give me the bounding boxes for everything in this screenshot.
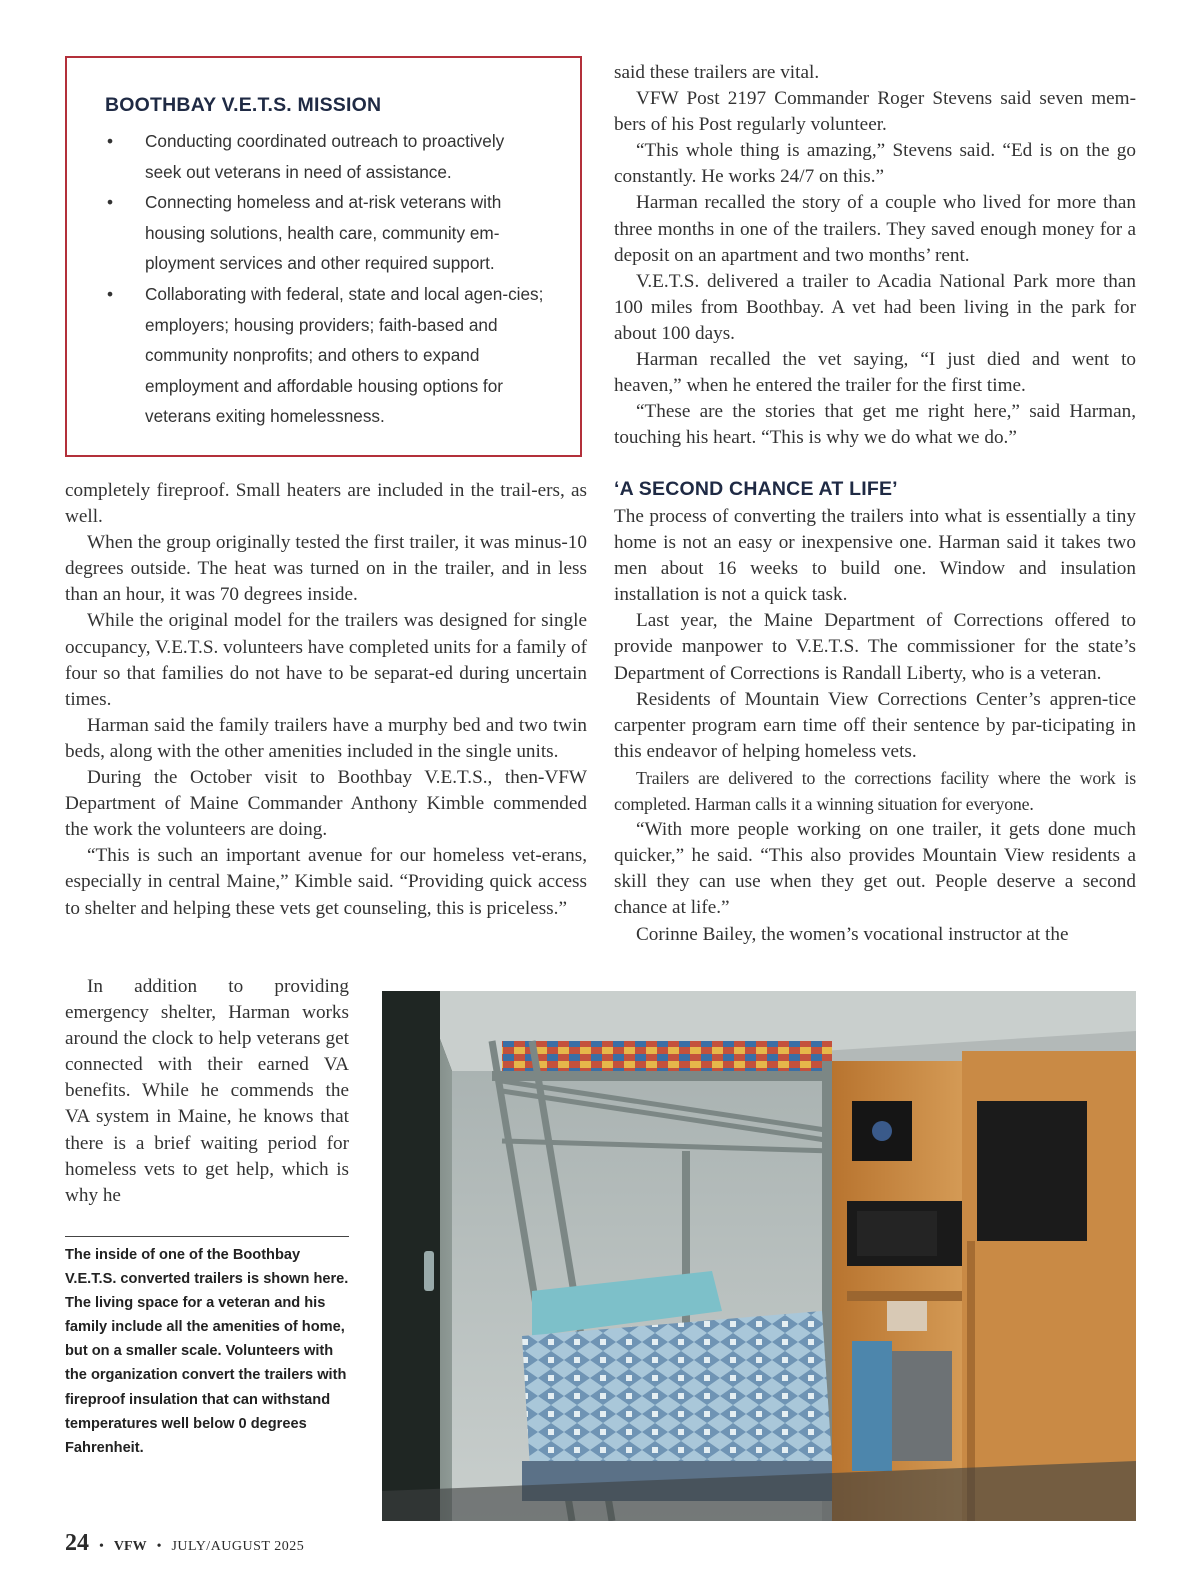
mission-list bbox=[105, 126, 545, 432]
issue-date: JULY/AUGUST 2025 bbox=[171, 1539, 305, 1554]
photo-caption: The inside of one of the Boothbay V.E.T.S. converted trailers is shown here. The living space for a veteran and his family include all the amenities of home, but on a smaller scale. Volunteers with the organization convert the trailers with fireproof insulation that can withstand temperatures well below 0 degrees Fahrenheit. bbox=[65, 1247, 349, 1456]
body-paragraph: Harman recalled the vet saying, “I just died and went to heaven,” when he entered the trailer for the first time. bbox=[614, 349, 1136, 397]
body-paragraph: While the original model for the trailers was designed for single occupancy, V.E.T.S. volunteers have completed units for a family of four so that families do not have to be separat-ed during uncertain times. bbox=[65, 610, 588, 710]
mission-item: • Conducting coordinated outreach to proactively seek out veterans in need of assistance. bbox=[105, 126, 545, 187]
mission-title: BOOTHBAY V.E.T.S. MISSION bbox=[105, 94, 382, 116]
body-paragraph: VFW Post 2197 Commander Roger Stevens said seven mem-bers of his Post regularly volunteer. bbox=[614, 88, 1136, 136]
separator-dot: • bbox=[156, 1539, 162, 1554]
body-paragraph: said these trailers are vital. bbox=[614, 62, 820, 83]
body-paragraph: “These are the stories that get me right here,” said Harman, touching his heart. “This is why we do what we do.” bbox=[614, 401, 1136, 449]
left-column bbox=[65, 478, 587, 922]
page-footer bbox=[65, 1530, 304, 1557]
body-paragraph: “With more people working on one trailer, it gets done much quicker,” he said. “This also provides Mountain View residents a skill they can use when they get out. People deserve a second chance at life.” bbox=[614, 819, 1136, 919]
bullet-icon: • bbox=[107, 192, 114, 213]
body-paragraph: Corinne Bailey, the women’s vocational instructor at the bbox=[636, 923, 1069, 945]
body-paragraph: V.E.T.S. delivered a trailer to Acadia National Park more than 100 miles from Boothbay. A vet had been living in the park for about 100 days. bbox=[614, 270, 1136, 344]
right-column-bottom bbox=[614, 504, 1136, 948]
right-column-top bbox=[614, 60, 1136, 451]
mission-item: • Connecting homeless and at-risk veterans with housing solutions, health care, community em-ployment services and other required support. bbox=[105, 187, 545, 279]
trailer-interior-photo bbox=[382, 991, 1136, 1521]
body-paragraph: The process of converting the trailers into what is essentially a tiny home is not an easy or inexpensive one. Harman said it takes two men about 16 weeks to build one. Window and insulation installation is not a quick task. bbox=[614, 506, 1136, 606]
mission-sidebar-box bbox=[65, 56, 582, 457]
mission-item: • Collaborating with federal, state and local agen-cies; employers; housing providers; faith-based and community nonprofits; and others to expand employment and affordable housing options for veterans exiting homelessness. bbox=[105, 279, 545, 432]
body-paragraph: Trailers are delivered to the corrections facility where the work is completed. Harman calls it a winning situation for everyone. bbox=[614, 767, 1136, 815]
separator-dot: • bbox=[99, 1539, 104, 1554]
body-paragraph: In addition to providing emergency shelter, Harman works around the clock to help veterans get connected with their earned VA benefits. While he commends the VA system in Maine, he knows that there is a brief waiting period for homeless vets to get help, which is why he bbox=[65, 976, 349, 1206]
body-paragraph: “This whole thing is amazing,” Stevens said. “Ed is on the go constantly. He works 24/7 on this.” bbox=[614, 140, 1136, 188]
left-wrap-column bbox=[65, 974, 349, 1209]
page-number: 24 bbox=[65, 1530, 89, 1556]
body-paragraph: “This is such an important avenue for our homeless vet-erans, especially in central Maine,” Kimble said. “Providing quick access to shelter and helping these vets get counseling, this is priceless.” bbox=[65, 845, 587, 919]
body-paragraph: During the October visit to Boothbay V.E.T.S., then-VFW Department of Maine Commander Anthony Kimble commended the work the volunteers are doing. bbox=[65, 767, 587, 841]
caption-rule bbox=[65, 1236, 349, 1237]
body-paragraph: Harman recalled the story of a couple who lived for more than three months in one of the trailers. They saved enough money for a deposit on an apartment and two months’ rent. bbox=[614, 192, 1136, 266]
bullet-icon: • bbox=[107, 283, 114, 304]
body-paragraph: Harman said the family trailers have a murphy bed and two twin beds, along with the other amenities included in the single units. bbox=[65, 714, 587, 762]
body-paragraph: completely fireproof. Small heaters are included in the trail-ers, as well. bbox=[65, 480, 587, 528]
body-paragraph: Last year, the Maine Department of Corrections offered to provide manpower to V.E.T.S. The commissioner for the state’s Department of Corrections is Randall Liberty, who is a veteran. bbox=[614, 610, 1136, 684]
body-paragraph: When the group originally tested the first trailer, it was minus-10 degrees outside. The heat was turned on in the trailer, and in less than an hour, it was 70 degrees inside. bbox=[65, 532, 587, 606]
bullet-icon: • bbox=[107, 131, 114, 151]
body-paragraph: Residents of Mountain View Corrections Center’s appren-tice carpenter program earn time off their sentence by par-ticipating in this endeavor of helping homeless vets. bbox=[614, 688, 1136, 762]
section-heading: ‘A SECOND CHANCE AT LIFE’ bbox=[614, 478, 898, 500]
section-heading-wrap bbox=[614, 478, 1136, 501]
magazine-name: VFW bbox=[113, 1539, 147, 1554]
